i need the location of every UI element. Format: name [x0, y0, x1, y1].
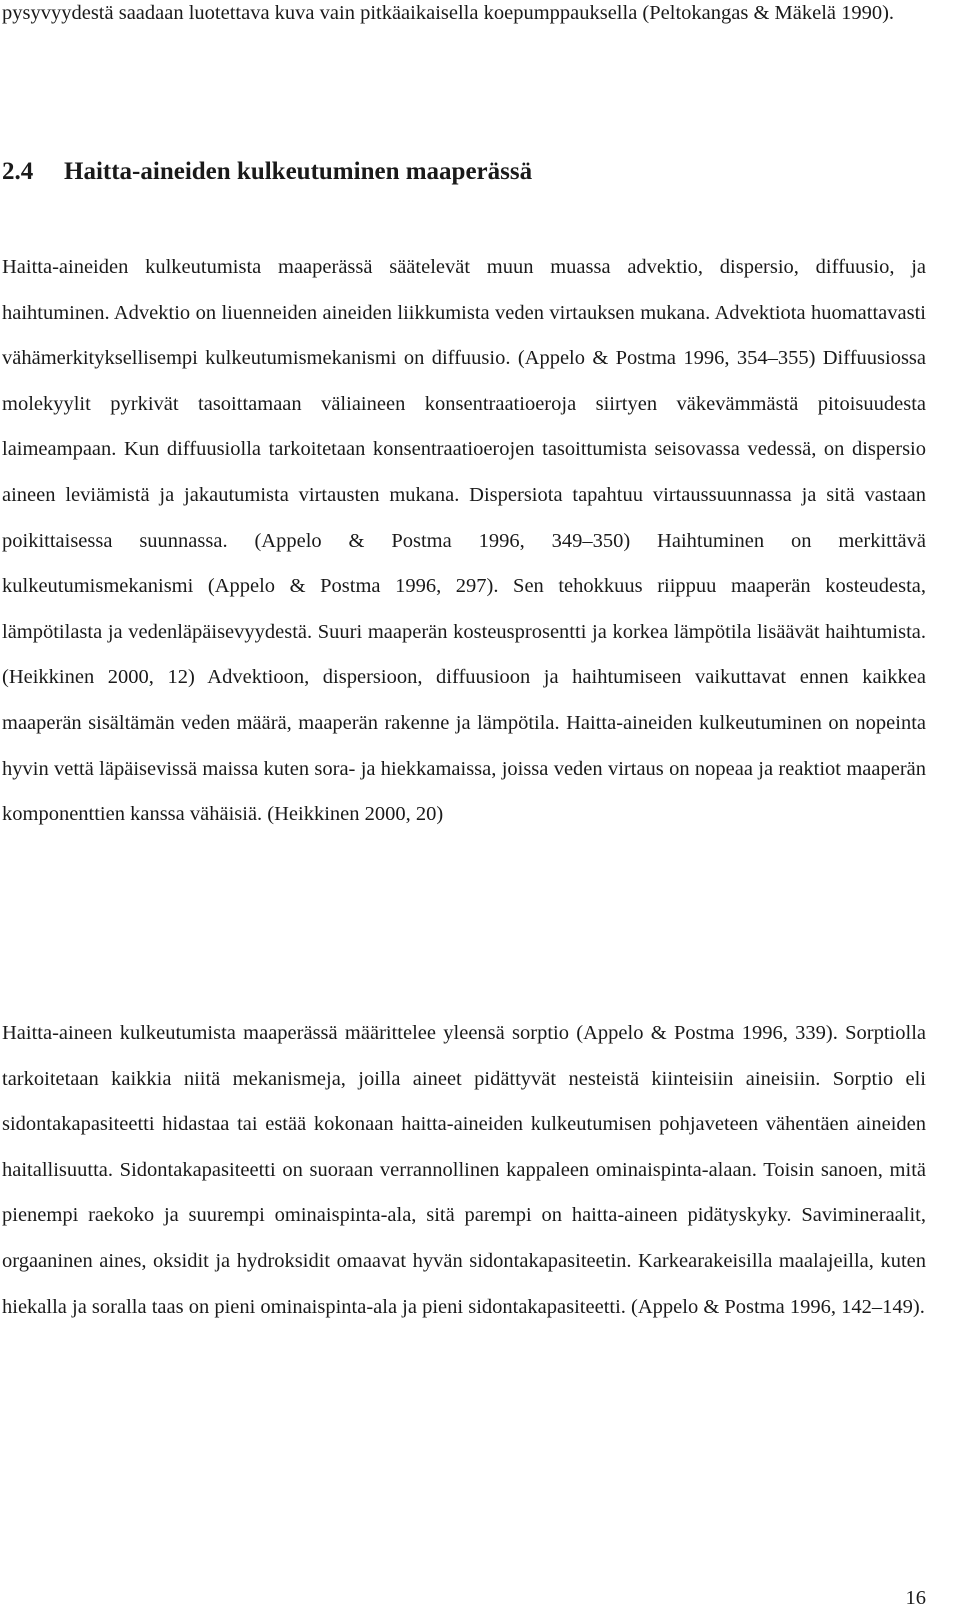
- section-heading: [2, 152, 532, 192]
- body-paragraph-sorption: Haitta-aineen kulkeutumista maaperässä määrittelee yleensä sorptio (Appelo & Postma 1996, 339). Sorptiolla tarkoitetaan kaikkia niitä mekanismeja, joilla aineet pidättyvät nesteistä kiinteisiin aineisiin. Sorptio eli sidontakapasiteetti hidastaa tai estää kokonaan haitta-aineiden kulkeutumisen pohjaveteen vähentäen aineiden haitallisuutta. Sidontakapasiteetti on suoraan verrannollinen kappaleen ominaispinta-alaan. Toisin sanoen, mitä pienempi raekoko ja suurempi ominaispinta-ala, sitä parempi on haitta-aineen pidätyskyky. Savimineraalit, orgaaninen aines, oksidit ja hydroksidit omaavat hyvän sidontakapasiteetin. Karkearakeisilla maalajeilla, kuten hiekalla ja soralla taas on pieni ominaispinta-ala ja pieni sidontakapasiteetti. (Appelo & Postma 1996, 142–149).: [2, 1022, 926, 1318]
- continuation-paragraph: pysyvyydestä saadaan luotettava kuva vain pitkäaikaisella koepumppauksella (Peltokangas & Mäkelä 1990).: [2, 2, 895, 24]
- body-paragraph-transport-mechanisms: Haitta-aineiden kulkeutumista maaperässä säätelevät muun muassa advektio, dispersio, diffuusio, ja haihtuminen. Advektio on liuenneiden aineiden liikkumista veden virtauksen mukana. Advektiota huomattavasti vähämerkityksellisempi kulkeutumismekanismi on diffuusio. (Appelo & Postma 1996, 354–355) Diffuusiossa molekyylit pyrkivät tasoittamaan väliaineen konsentraatioeroja siirtyen väkevämmästä pitoisuudesta laimeampaan. Kun diffuusiolla tarkoitetaan konsentraatioerojen tasoittumista seisovassa vedessä, on dispersio aineen leviämistä ja jakautumista virtausten mukana. Dispersiota tapahtuu virtaussuunnassa ja sitä vastaan poikittaisessa suunnassa. (Appelo & Postma 1996, 349–350) Haihtuminen on merkittävä kulkeutumismekanismi (Appelo & Postma 1996, 297). Sen tehokkuus riippuu maaperän kosteudesta, lämpötilasta ja vedenläpäisevyydestä. Suuri maaperän kosteusprosentti ja korkea lämpötila lisäävät haihtumista. (Heikkinen 2000, 12) Advektioon, dispersioon, diffuusioon ja haihtumiseen vaikuttavat ennen kaikkea maaperän sisältämän veden määrä, maaperän rakenne ja lämpötila. Haitta-aineiden kulkeutuminen on nopeinta hyvin vettä läpäisevissä maissa kuten sora- ja hiekkamaissa, joissa veden virtaus on nopeaa ja reaktiot maaperän komponenttien kanssa vähäisiä. (Heikkinen 2000, 20): [2, 256, 926, 826]
- section-number: 2.4: [2, 158, 34, 185]
- page-number: 16: [905, 1587, 926, 1609]
- section-title: Haitta-aineiden kulkeutuminen maaperässä: [64, 158, 533, 185]
- document-page: [2, 0, 926, 1318]
